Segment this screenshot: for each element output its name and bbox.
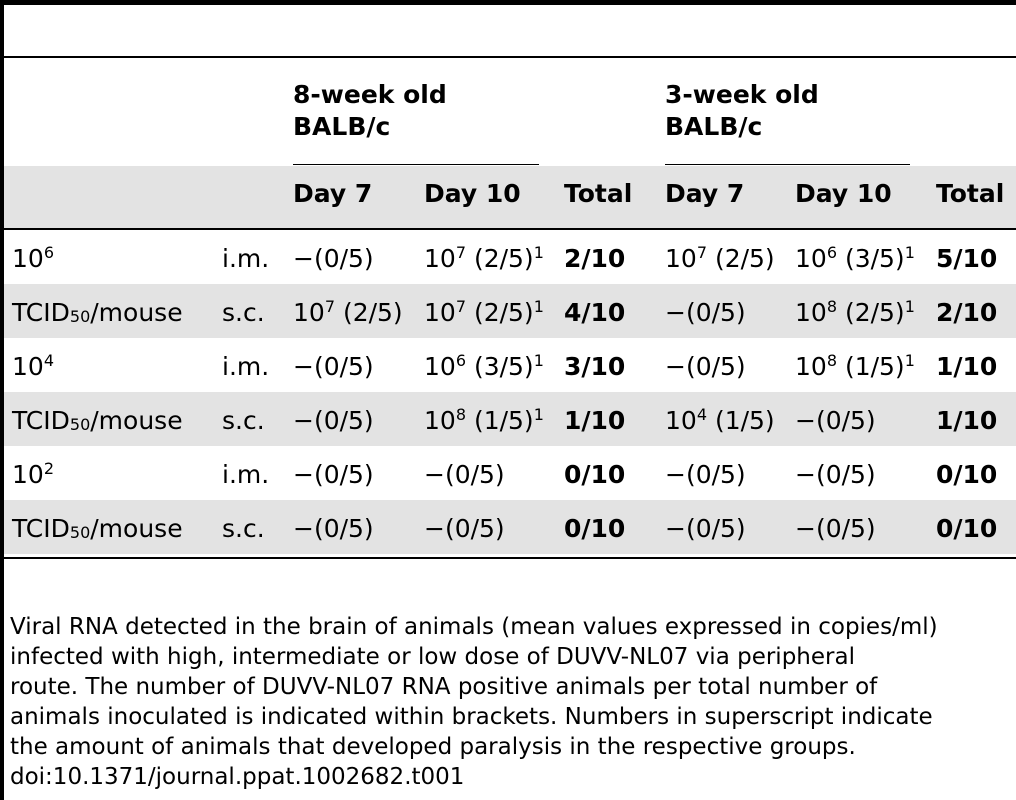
group2-header-line1: 3-week old bbox=[665, 80, 819, 109]
day7-8wk-cell: −(0/5) bbox=[293, 514, 374, 543]
table-footnote bbox=[10, 612, 1010, 792]
group2-underline bbox=[665, 164, 910, 165]
day10-3wk-cell: $10^6$ $(3/5)^1$ bbox=[795, 243, 915, 273]
exponent: 7 bbox=[696, 243, 707, 262]
subheader-total-a: Total bbox=[564, 179, 633, 208]
paralysis-count: 1 bbox=[533, 351, 544, 370]
day10-8wk-cell: $10^6$ $(3/5)^1$ bbox=[424, 351, 544, 381]
day7-8wk-cell: −(0/5) bbox=[293, 460, 374, 489]
exponent: 7 bbox=[455, 243, 466, 262]
total-3wk-cell: 1/10 bbox=[936, 352, 998, 381]
day7-8wk-cell: −(0/5) bbox=[293, 244, 374, 273]
day7-3wk-cell: −(0/5) bbox=[665, 514, 746, 543]
total-3wk-cell: 5/10 bbox=[936, 244, 998, 273]
subheader-day7-a: Day 7 bbox=[293, 179, 373, 208]
total-3wk-cell: 0/10 bbox=[936, 460, 998, 489]
day10-3wk-cell: −(0/5) bbox=[795, 514, 876, 543]
exponent: 6 bbox=[826, 243, 837, 262]
paralysis-count: 1 bbox=[533, 405, 544, 424]
exponent: 6 bbox=[455, 351, 466, 370]
day10-3wk-cell: $10^8$ $(1/5)^1$ bbox=[795, 351, 915, 381]
total-3wk-cell: 1/10 bbox=[936, 406, 998, 435]
day10-3wk-cell: −(0/5) bbox=[795, 406, 876, 435]
day7-3wk-cell: $10^7$ (2/5) bbox=[665, 243, 775, 273]
dose-cell: $10^2$ bbox=[12, 459, 54, 489]
subheader-day7-b: Day 7 bbox=[665, 179, 745, 208]
group1-header-line1: 8-week old bbox=[293, 80, 447, 109]
day10-3wk-cell: $10^8$ $(2/5)^1$ bbox=[795, 297, 915, 327]
subscript: 50 bbox=[69, 523, 91, 542]
total-3wk-cell: 2/10 bbox=[936, 298, 998, 327]
exponent: 8 bbox=[826, 351, 837, 370]
route-cell: s.c. bbox=[222, 514, 265, 543]
day10-8wk-cell: $10^7$ $(2/5)^1$ bbox=[424, 297, 544, 327]
dose-cell: $10^6$ bbox=[12, 243, 54, 273]
total-8wk-cell: 3/10 bbox=[564, 352, 626, 381]
footnote-doi: doi:10.1371/journal.ppat.1002682.t001 bbox=[10, 764, 465, 790]
route-cell: i.m. bbox=[222, 244, 270, 273]
footnote-line: Viral RNA detected in the brain of animals (mean values expressed in copies/ml) bbox=[10, 614, 938, 640]
day10-8wk-cell: −(0/5) bbox=[424, 514, 505, 543]
day10-8wk-cell: $10^8$ $(1/5)^1$ bbox=[424, 405, 544, 435]
total-3wk-cell: 0/10 bbox=[936, 514, 998, 543]
exponent: 4 bbox=[43, 351, 54, 370]
group1-header-line2: BALB/c bbox=[293, 112, 391, 141]
day7-3wk-cell: $10^4$ (1/5) bbox=[665, 405, 775, 435]
subheader-day10-a: Day 10 bbox=[424, 179, 521, 208]
dose-cell: $TCID_{50}$/mouse bbox=[12, 298, 183, 327]
dose-cell: $TCID_{50}$/mouse bbox=[12, 514, 183, 543]
total-8wk-cell: 1/10 bbox=[564, 406, 626, 435]
exponent: 7 bbox=[324, 297, 335, 316]
day7-3wk-cell: −(0/5) bbox=[665, 352, 746, 381]
subscript: 50 bbox=[69, 307, 91, 326]
top-rule bbox=[4, 0, 1016, 5]
paralysis-count: 1 bbox=[533, 297, 544, 316]
exponent: 8 bbox=[455, 405, 466, 424]
paralysis-count: 1 bbox=[904, 297, 915, 316]
bottom-rule bbox=[4, 557, 1016, 559]
total-8wk-cell: 2/10 bbox=[564, 244, 626, 273]
exponent: 2 bbox=[43, 459, 54, 478]
exponent: 6 bbox=[43, 243, 54, 262]
title-rule bbox=[4, 56, 1016, 58]
footnote-line: infected with high, intermediate or low dose of DUVV-NL07 via peripheral bbox=[10, 644, 855, 670]
route-cell: i.m. bbox=[222, 352, 270, 381]
paralysis-count: 1 bbox=[904, 243, 915, 262]
subscript: 50 bbox=[69, 415, 91, 434]
total-8wk-cell: 0/10 bbox=[564, 460, 626, 489]
subheader-total-b: Total bbox=[936, 179, 1005, 208]
dose-cell: $10^4$ bbox=[12, 351, 54, 381]
footnote-line: animals inoculated is indicated within brackets. Numbers in superscript indicate bbox=[10, 704, 933, 730]
exponent: 8 bbox=[826, 297, 837, 316]
route-cell: s.c. bbox=[222, 406, 265, 435]
day7-8wk-cell: −(0/5) bbox=[293, 406, 374, 435]
day7-3wk-cell: −(0/5) bbox=[665, 298, 746, 327]
header-rule bbox=[4, 228, 1016, 230]
route-cell: i.m. bbox=[222, 460, 270, 489]
dose-cell: $TCID_{50}$/mouse bbox=[12, 406, 183, 435]
footnote-line: the amount of animals that developed paralysis in the respective groups. bbox=[10, 734, 856, 760]
group1-underline bbox=[293, 164, 539, 165]
group2-header-line2: BALB/c bbox=[665, 112, 763, 141]
day10-3wk-cell: −(0/5) bbox=[795, 460, 876, 489]
route-cell: s.c. bbox=[222, 298, 265, 327]
footnote-line: route. The number of DUVV-NL07 RNA positive animals per total number of bbox=[10, 674, 878, 700]
day7-8wk-cell: $10^7$ (2/5) bbox=[293, 297, 403, 327]
subheader-day10-b: Day 10 bbox=[795, 179, 892, 208]
day10-8wk-cell: −(0/5) bbox=[424, 460, 505, 489]
day7-8wk-cell: −(0/5) bbox=[293, 352, 374, 381]
paralysis-count: 1 bbox=[904, 351, 915, 370]
exponent: 4 bbox=[696, 405, 707, 424]
paralysis-count: 1 bbox=[533, 243, 544, 262]
exponent: 7 bbox=[455, 297, 466, 316]
total-8wk-cell: 4/10 bbox=[564, 298, 626, 327]
day10-8wk-cell: $10^7$ $(2/5)^1$ bbox=[424, 243, 544, 273]
day7-3wk-cell: −(0/5) bbox=[665, 460, 746, 489]
total-8wk-cell: 0/10 bbox=[564, 514, 626, 543]
